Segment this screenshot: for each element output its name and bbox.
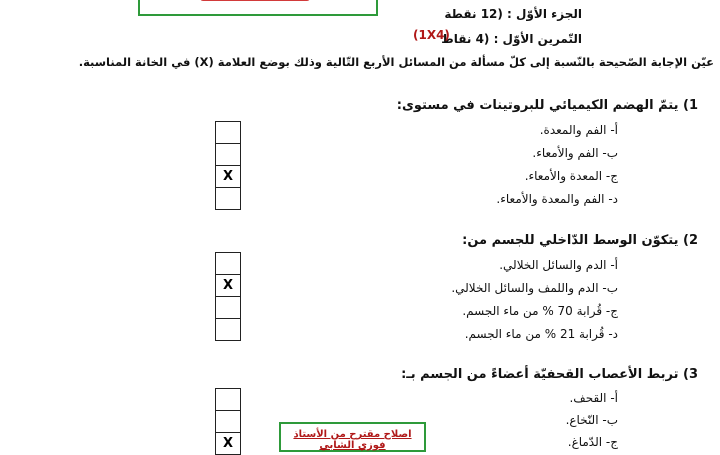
- score-tag: (1X4): [413, 28, 450, 42]
- q1-box-a[interactable]: [216, 122, 240, 144]
- q2-box-c[interactable]: [216, 297, 240, 319]
- q3-box-c[interactable]: X: [216, 433, 240, 455]
- correction-credit-text: اصلاح مقترح من الأستاذ فوزي الشابي: [293, 429, 412, 451]
- q2-box-d[interactable]: [216, 319, 240, 341]
- question-2: 2) يتكوّن الوسط الدّاخلي للجسم من:: [462, 233, 698, 248]
- q2-answer-boxes: [215, 252, 241, 341]
- q2-box-a[interactable]: [216, 253, 240, 275]
- top-frame-title-cut: [200, 0, 310, 1]
- instruction: عيّن الإجابة الصّحيحة بالنّسبة إلى كلّ مسألة من المسائل الأربع التّالية وذلك بوضع العلامة (X) في الخانة المناسبة.: [78, 55, 714, 69]
- top-frame: [138, 0, 378, 16]
- q3-answer-boxes: [215, 388, 241, 455]
- q2-option-a: أ- الدم والسائل الخلالي.: [499, 258, 618, 272]
- exercise-title: التّمرين الأوّل : (4 نقاط: [441, 32, 582, 46]
- q2-option-b: ب- الدم واللمف والسائل الخلالي.: [451, 281, 618, 295]
- q3-option-c: ج- الدّماغ.: [567, 435, 618, 449]
- question-1: 1) يتمّ الهضم الكيميائي للبروتينات في مستوى:: [396, 98, 698, 113]
- q1-option-b: ب- الفم والأمعاء.: [532, 146, 618, 160]
- q1-box-c[interactable]: X: [216, 166, 240, 188]
- q1-box-d[interactable]: [216, 188, 240, 210]
- correction-credit: [279, 422, 426, 452]
- part-title: الجزء الأوّل : (12 نقطة: [444, 7, 582, 21]
- q1-box-b[interactable]: [216, 144, 240, 166]
- q1-option-a: أ- الفم والمعدة.: [539, 123, 618, 137]
- q3-box-a[interactable]: [216, 389, 240, 411]
- q3-box-b[interactable]: [216, 411, 240, 433]
- q2-box-b[interactable]: X: [216, 275, 240, 297]
- q1-option-c: ج- المعدة والأمعاء.: [524, 169, 618, 183]
- q1-answer-boxes: [215, 121, 241, 210]
- q3-option-a: أ- القحف.: [569, 391, 618, 405]
- q2-option-c: ج- قُرابة 70 % من ماء الجسم.: [462, 304, 618, 318]
- q1-option-d: د- الفم والمعدة والأمعاء.: [496, 192, 618, 206]
- q3-option-b: ب- النّخاع.: [565, 413, 618, 427]
- question-3: 3) تربط الأعصاب القحفيّة أعضاءً من الجسم بـ:: [401, 367, 698, 382]
- q2-option-d: د- قُرابة 21 % من ماء الجسم.: [464, 327, 618, 341]
